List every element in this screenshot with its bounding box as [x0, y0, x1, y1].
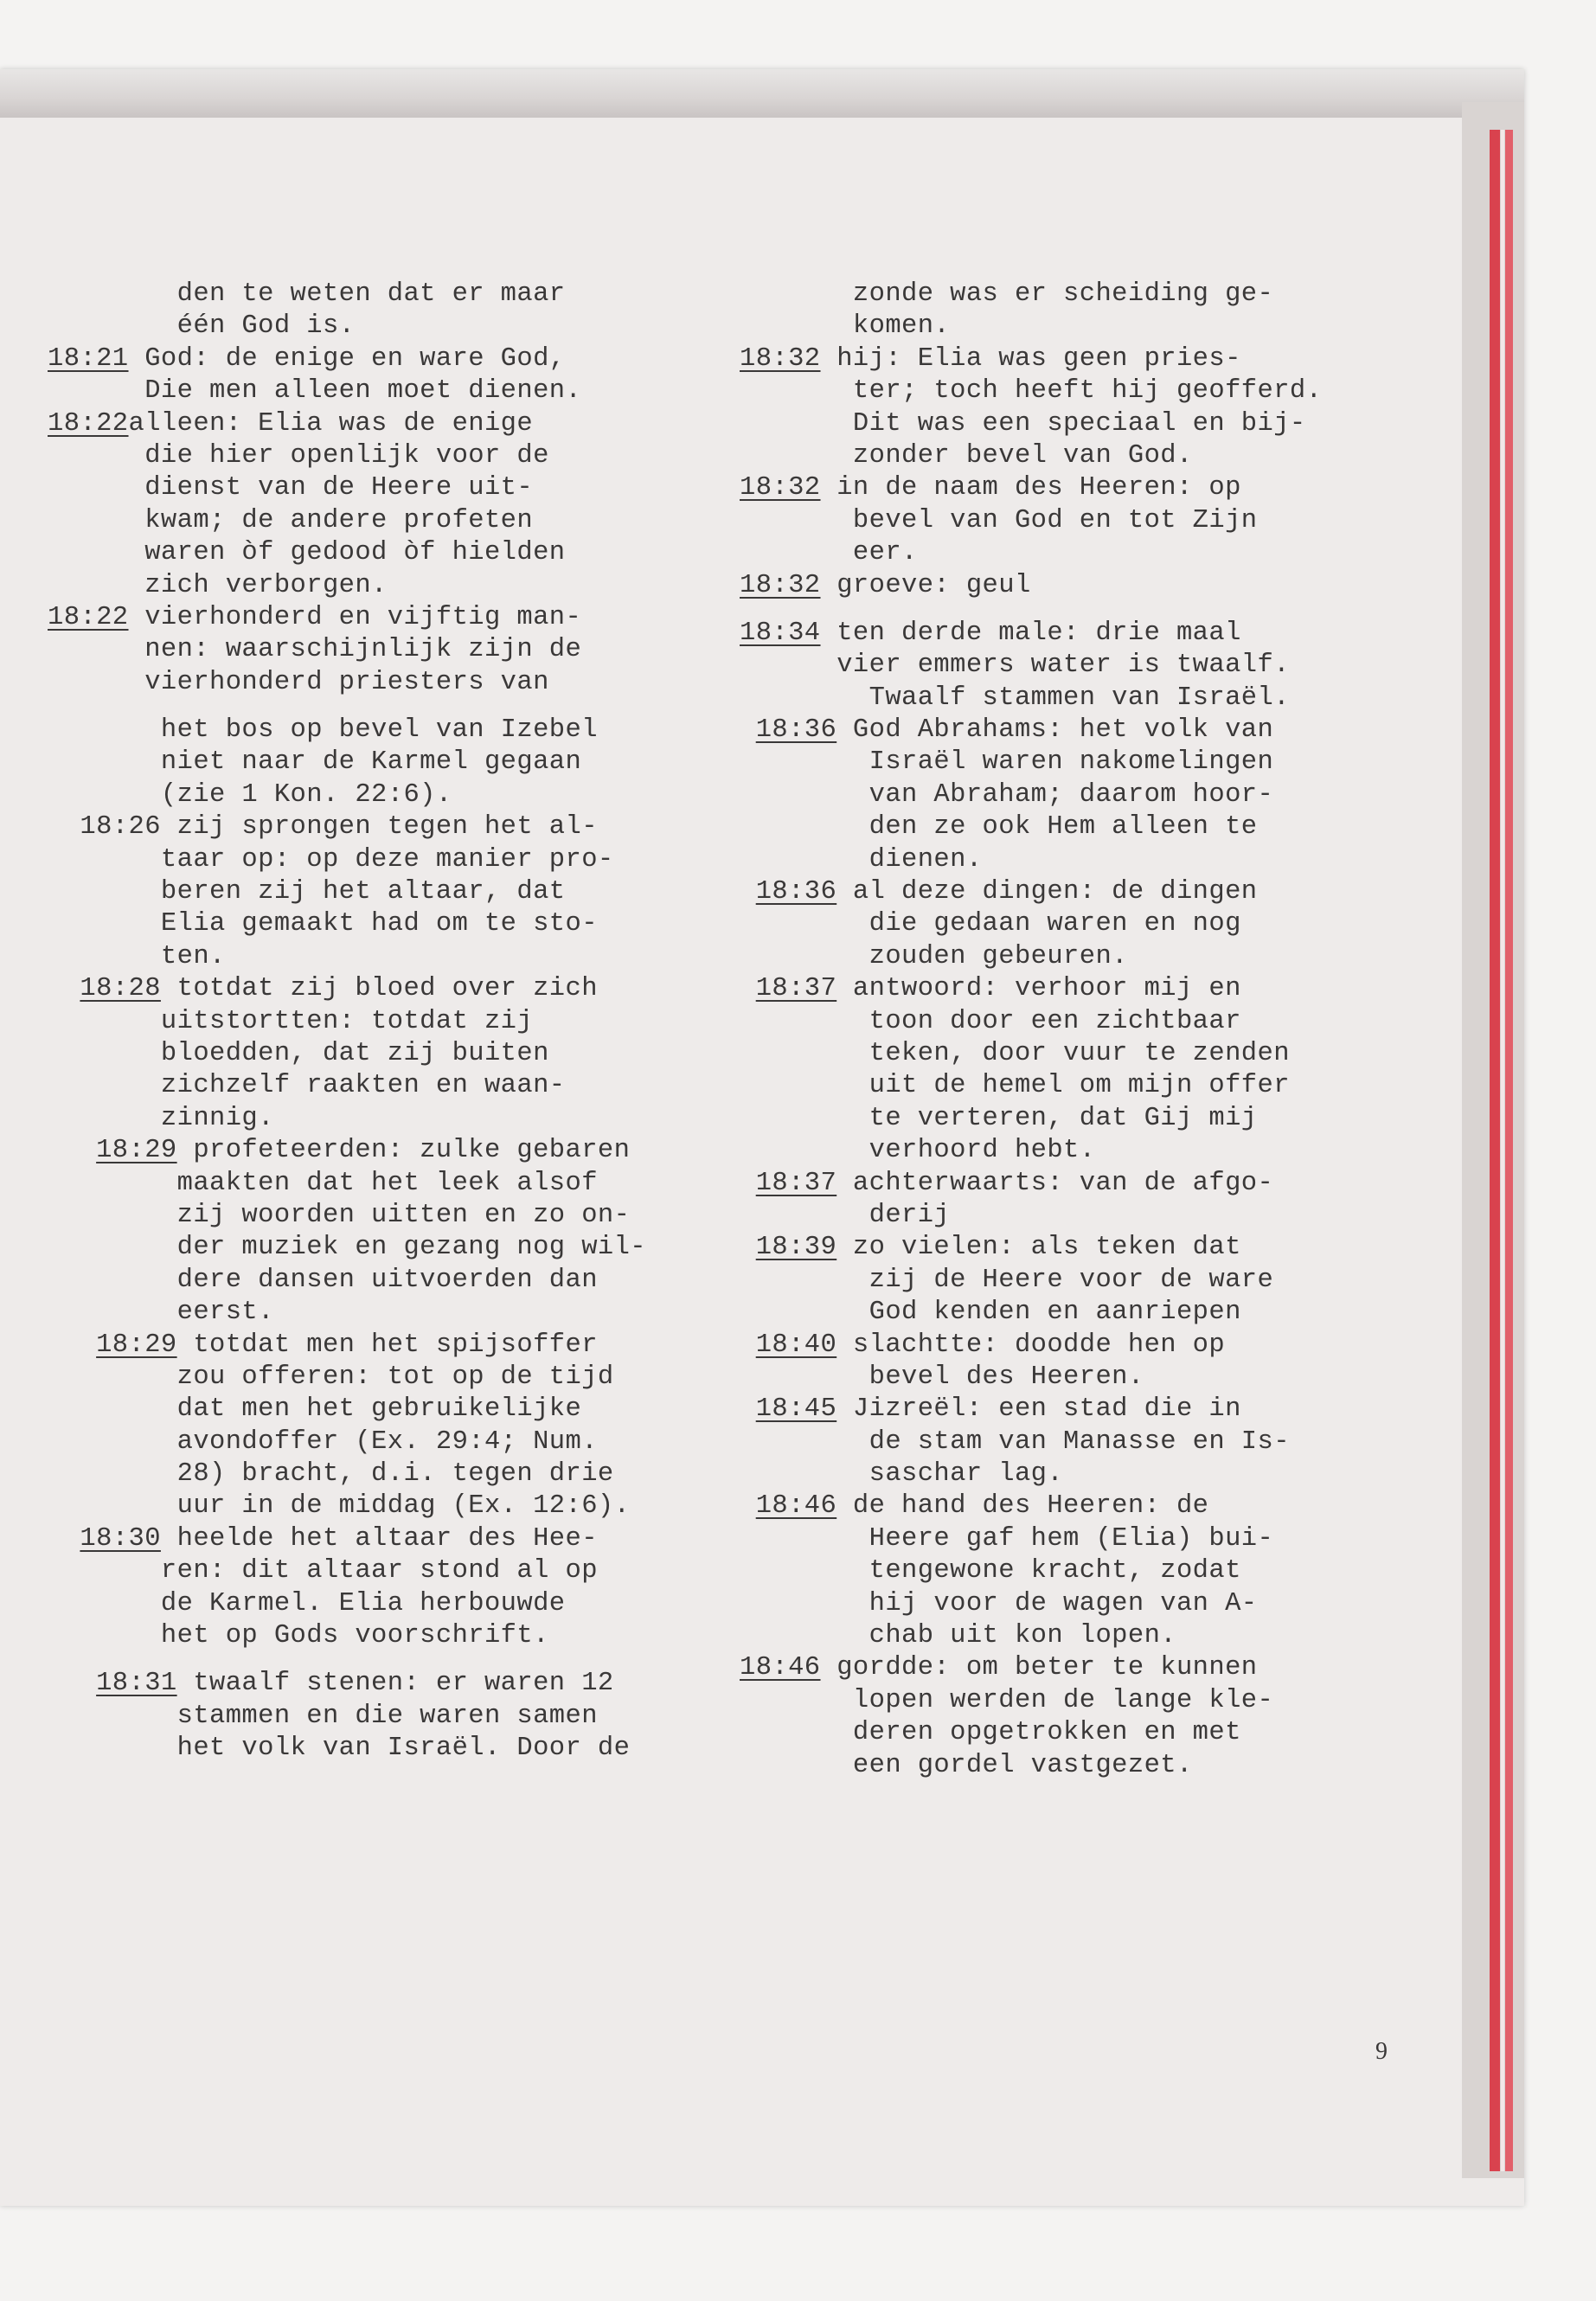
line-text: het bos op bevel van Izebel	[48, 715, 598, 746]
line-text: zo vielen: als teken dat	[836, 1233, 1241, 1263]
line-text: Elia gemaakt had om te sto-	[48, 909, 598, 939]
text-line	[48, 343, 646, 375]
text-line	[740, 279, 1322, 311]
text-line	[740, 1232, 1322, 1264]
text-line	[740, 1717, 1322, 1749]
text-line	[740, 1750, 1322, 1782]
text-line	[48, 941, 646, 973]
text-line	[48, 1330, 646, 1362]
line-text: tengewone kracht, zodat	[740, 1556, 1241, 1586]
text-line	[740, 844, 1322, 876]
line-text: komen.	[740, 311, 951, 342]
text-line	[48, 602, 646, 634]
line-text: zonde was er scheiding ge-	[740, 279, 1274, 309]
line-text: den ze ook Hem alleen te	[740, 812, 1258, 843]
line-text: ten.	[48, 941, 226, 971]
verse-reference: 18:22	[48, 408, 129, 439]
line-text: al deze dingen: de dingen	[836, 877, 1258, 907]
verse-reference: 18:37	[755, 974, 837, 1004]
text-line	[740, 973, 1322, 1005]
line-text: avondoffer (Ex. 29:4; Num.	[48, 1426, 598, 1457]
line-text: profeteerden: zulke gebaren	[176, 1136, 631, 1166]
text-line	[48, 1232, 646, 1264]
text-line	[48, 1006, 646, 1038]
text-line	[740, 941, 1322, 973]
text-line	[48, 844, 646, 876]
verse-reference: 18:36	[755, 715, 837, 746]
line-text: beren zij het altaar, dat	[48, 877, 566, 907]
verse-reference: 18:29	[96, 1136, 177, 1166]
text-line	[740, 876, 1322, 908]
text-line	[48, 1458, 646, 1490]
line-text: teken, door vuur te zenden	[740, 1038, 1290, 1068]
text-line	[48, 715, 646, 747]
line-text: God kenden en aanriepen	[740, 1298, 1241, 1328]
verse-reference: 18:28	[80, 974, 161, 1004]
text-line	[48, 908, 646, 940]
text-line	[48, 1523, 646, 1555]
text-line	[740, 650, 1322, 682]
line-text: eerst.	[48, 1298, 274, 1328]
text-line	[48, 1168, 646, 1200]
line-text: der muziek en gezang nog wil-	[48, 1233, 647, 1263]
line-text: vier emmers water is twaalf.	[740, 651, 1290, 681]
text-line	[740, 1265, 1322, 1297]
line-text: de hand des Heeren: de	[836, 1491, 1209, 1522]
paragraph-gap	[740, 602, 1322, 618]
text-line	[740, 472, 1322, 504]
text-line	[740, 1070, 1322, 1102]
text-line	[740, 715, 1322, 747]
verse-reference: 18:40	[755, 1330, 837, 1360]
text-line	[740, 1523, 1322, 1555]
text-line	[740, 1588, 1322, 1620]
text-line	[48, 973, 646, 1005]
text-line	[740, 1652, 1322, 1684]
text-line	[740, 1620, 1322, 1652]
verse-reference: 18:34	[740, 618, 821, 648]
line-text: het op Gods voorschrift.	[48, 1621, 549, 1651]
text-line	[48, 1555, 646, 1587]
line-text: zouden gebeuren.	[740, 941, 1128, 971]
text-line	[740, 1555, 1322, 1587]
line-text: uur in de middag (Ex. 12:6).	[48, 1491, 631, 1522]
line-text: taar op: op deze manier pro-	[48, 844, 614, 875]
line-text: toon door een zichtbaar	[740, 1006, 1241, 1036]
text-line	[740, 1006, 1322, 1038]
text-line	[740, 1168, 1322, 1200]
page-edge-highlight	[1501, 130, 1504, 2171]
text-line	[740, 1200, 1322, 1232]
line-text: antwoord: verhoor mij en	[836, 974, 1241, 1004]
line-text: het volk van Israël. Door de	[48, 1734, 631, 1764]
text-line	[48, 1733, 646, 1765]
text-line	[48, 747, 646, 779]
text-line	[48, 634, 646, 666]
line-text: uit de hemel om mijn offer	[740, 1071, 1290, 1101]
line-text: in de naam des Heeren: op	[820, 473, 1241, 503]
text-line	[740, 505, 1322, 537]
text-line	[48, 1070, 646, 1102]
text-line	[740, 1458, 1322, 1490]
line-text: Heere gaf hem (Elia) bui-	[740, 1523, 1274, 1554]
text-line	[48, 811, 646, 843]
text-line	[48, 1265, 646, 1297]
text-line	[740, 1362, 1322, 1394]
text-line	[740, 1426, 1322, 1458]
text-line	[740, 1103, 1322, 1135]
verse-reference: 18:46	[740, 1653, 821, 1683]
text-line	[48, 779, 646, 811]
left-column	[48, 279, 646, 1766]
text-line	[740, 618, 1322, 650]
line-text: eer.	[740, 538, 918, 568]
right-column	[740, 279, 1322, 1782]
line-text: zou offeren: tot op de tijd	[48, 1362, 614, 1392]
text-line	[48, 1588, 646, 1620]
line-text: twaalf stenen: er waren 12	[176, 1669, 614, 1699]
text-line	[740, 779, 1322, 811]
line-text: niet naar de Karmel gegaan	[48, 747, 582, 778]
line-text: chab uit kon lopen.	[740, 1621, 1176, 1651]
text-line	[48, 408, 646, 440]
text-line	[740, 1330, 1322, 1362]
line-text: nen: waarschijnlijk zijn de	[48, 635, 582, 665]
line-text: dienen.	[740, 844, 983, 875]
line-text: totdat men het spijsoffer	[176, 1330, 598, 1360]
text-line	[740, 1135, 1322, 1167]
line-text: derij	[740, 1200, 951, 1230]
line-text: één God is.	[48, 311, 356, 342]
text-line	[740, 570, 1322, 602]
verse-reference: 18:32	[740, 473, 821, 503]
text-line	[48, 1200, 646, 1232]
text-line	[48, 1297, 646, 1329]
text-line	[740, 1394, 1322, 1426]
line-text: saschar lag.	[740, 1459, 1064, 1490]
paragraph-gap	[48, 699, 646, 715]
verse-reference: 18:45	[755, 1394, 837, 1425]
paragraph-gap	[48, 1652, 646, 1668]
text-line	[740, 408, 1322, 440]
text-line	[740, 747, 1322, 779]
line-text: dienst van de Heere uit-	[48, 473, 534, 503]
line-text: ren: dit altaar stond al op	[48, 1556, 598, 1586]
line-text: die gedaan waren en nog	[740, 909, 1241, 939]
verse-reference: 18:22	[48, 602, 129, 632]
verse-reference: 18:37	[755, 1168, 837, 1198]
line-text: verhoord hebt.	[740, 1136, 1096, 1166]
line-text: heelde het altaar des Hee-	[160, 1523, 598, 1554]
line-text: Jizreël: een stad die in	[836, 1394, 1241, 1425]
text-line	[48, 1038, 646, 1070]
verse-reference: 18:36	[755, 877, 837, 907]
text-line	[48, 1103, 646, 1135]
line-text: zij de Heere voor de ware	[740, 1265, 1274, 1295]
text-line	[48, 1620, 646, 1652]
line-text: 28) bracht, d.i. tegen drie	[48, 1459, 614, 1490]
line-text: God Abrahams: het volk van	[836, 715, 1274, 746]
line-text: dere dansen uitvoerden dan	[48, 1265, 598, 1295]
text-line	[740, 375, 1322, 407]
text-line	[48, 440, 646, 472]
line-text: hij voor de wagen van A-	[740, 1588, 1258, 1618]
text-line	[740, 1038, 1322, 1070]
line-text: stammen en die waren samen	[48, 1701, 598, 1731]
line-text: hij: Elia was geen pries-	[820, 343, 1241, 374]
line-text: achterwaarts: van de afgo-	[836, 1168, 1274, 1198]
text-line	[740, 1685, 1322, 1717]
text-line	[740, 1297, 1322, 1329]
line-text: uitstortten: totdat zij	[48, 1006, 534, 1036]
text-line	[740, 908, 1322, 940]
line-text: lopen werden de lange kle-	[740, 1685, 1274, 1715]
text-line	[48, 537, 646, 569]
text-line	[48, 1135, 646, 1167]
text-line	[48, 311, 646, 343]
text-line	[48, 1394, 646, 1426]
line-text: ten derde male: drie maal	[820, 618, 1241, 648]
text-line	[740, 440, 1322, 472]
line-text: slachtte: doodde hen op	[836, 1330, 1226, 1360]
text-line	[48, 1668, 646, 1700]
line-text: de stam van Manasse en Is-	[740, 1426, 1290, 1457]
text-line	[48, 375, 646, 407]
line-text: ter; toch heeft hij geofferd.	[740, 376, 1323, 407]
line-text: zinnig.	[48, 1103, 274, 1133]
verse-reference: 18:32	[740, 570, 821, 600]
line-text: kwam; de andere profeten	[48, 505, 534, 535]
line-text: gordde: om beter te kunnen	[820, 1653, 1258, 1683]
line-text: bloedden, dat zij buiten	[48, 1038, 549, 1068]
line-text: te verteren, dat Gij mij	[740, 1103, 1258, 1133]
line-text: Die men alleen moet dienen.	[48, 376, 582, 407]
text-line	[740, 1490, 1322, 1522]
page-top-edge	[0, 69, 1524, 118]
text-line	[740, 343, 1322, 375]
verse-reference: 18:39	[755, 1233, 837, 1263]
page-number: 9	[1375, 2038, 1388, 2065]
line-text: bevel des Heeren.	[740, 1362, 1144, 1392]
line-text: vierhonderd en vijftig man-	[128, 602, 582, 632]
line-text: een gordel vastgezet.	[740, 1750, 1193, 1780]
text-line	[48, 667, 646, 699]
line-text: waren òf gedood òf hielden	[48, 538, 566, 568]
line-text: groeve: geul	[820, 570, 1031, 600]
line-text: 18:26 zij sprongen tegen het al-	[48, 812, 598, 843]
line-text: zonder bevel van God.	[740, 440, 1193, 471]
line-text: van Abraham; daarom hoor-	[740, 779, 1274, 810]
line-text: God: de enige en ware God,	[128, 343, 566, 374]
line-text: totdat zij bloed over zich	[160, 974, 598, 1004]
line-text: de Karmel. Elia herbouwde	[48, 1588, 566, 1618]
line-text: Twaalf stammen van Israël.	[740, 683, 1290, 713]
line-text: die hier openlijk voor de	[48, 440, 549, 471]
line-text: zich verborgen.	[48, 570, 388, 600]
text-line	[48, 505, 646, 537]
line-text: deren opgetrokken en met	[740, 1718, 1241, 1748]
verse-reference: 18:29	[96, 1330, 177, 1360]
line-text: zij woorden uitten en zo on-	[48, 1200, 631, 1230]
text-line	[740, 811, 1322, 843]
text-line	[740, 537, 1322, 569]
text-line	[48, 876, 646, 908]
line-text: Israël waren nakomelingen	[740, 747, 1274, 778]
text-line	[48, 570, 646, 602]
red-page-edge-outer	[1505, 130, 1513, 2171]
text-line	[48, 1362, 646, 1394]
line-text: bevel van God en tot Zijn	[740, 505, 1258, 535]
verse-reference: 18:21	[48, 343, 129, 374]
text-line	[740, 683, 1322, 715]
line-text: vierhonderd priesters van	[48, 667, 549, 697]
text-line	[48, 472, 646, 504]
text-line	[740, 311, 1322, 343]
line-text: maakten dat het leek alsof	[48, 1168, 598, 1198]
line-text: den te weten dat er maar	[48, 279, 566, 309]
verse-reference: 18:31	[96, 1669, 177, 1699]
verse-reference: 18:30	[80, 1523, 161, 1554]
line-text: alleen: Elia was de enige	[128, 408, 534, 439]
text-line	[48, 279, 646, 311]
text-line	[48, 1490, 646, 1522]
line-text: dat men het gebruikelijke	[48, 1394, 582, 1425]
line-text: zichzelf raakten en waan-	[48, 1071, 566, 1101]
red-page-edge	[1490, 130, 1500, 2171]
verse-reference: 18:32	[740, 343, 821, 374]
line-text: Dit was een speciaal en bij-	[740, 408, 1306, 439]
verse-reference: 18:46	[755, 1491, 837, 1522]
text-line	[48, 1426, 646, 1458]
line-text: (zie 1 Kon. 22:6).	[48, 779, 452, 810]
text-line	[48, 1701, 646, 1733]
